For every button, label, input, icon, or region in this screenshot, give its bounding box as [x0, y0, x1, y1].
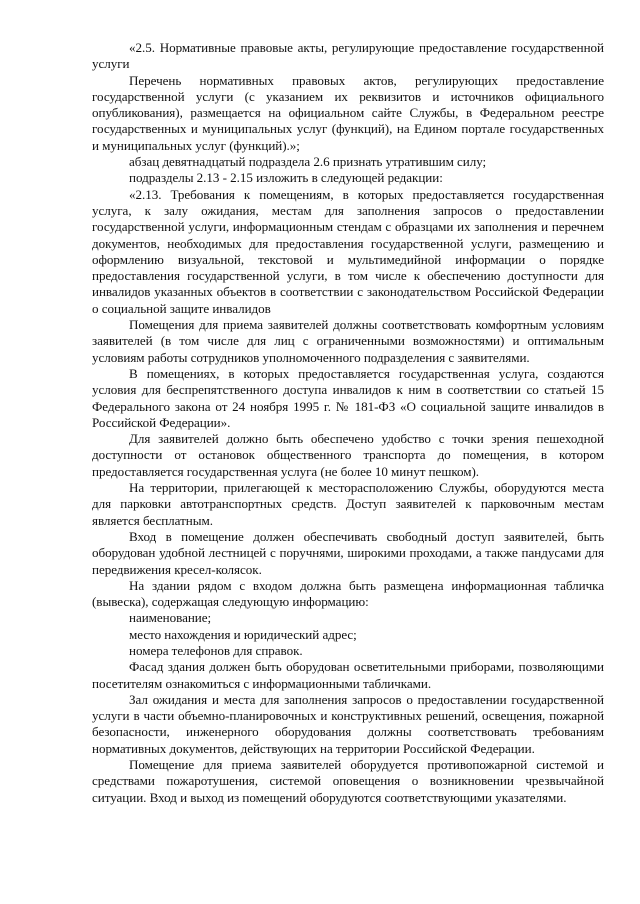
paragraph-fire-safety: Помещение для приема заявителей оборудуется противопожарной системой и средствами пожаротушения, системой оповещения о возникновении чрезвычайной ситуации. Вход и выход из помещений оборудуются соответствующими указателями.: [92, 757, 604, 805]
section-heading-2-5: «2.5. Нормативные правовые акты, регулирующие предоставление государственной услуги: [92, 40, 604, 72]
paragraph-pedestrian: Для заявителей должно быть обеспечено удобство с точки зрения пешеходной доступности от остановок общественного транспорта до помещения, в котором предоставляется государственная услуга (не более 10 минут пешком).: [92, 431, 604, 479]
paragraph-entrance: Вход в помещение должен обеспечивать свободный доступ заявителей, быть оборудован удобной лестницей с поручнями, широкими проходами, а также пандусами для передвижения кресел-колясок.: [92, 528, 604, 577]
paragraph-signboard: На здании рядом с входом должна быть размещена информационная табличка (вывеска), содержащая следующую информацию:: [92, 577, 604, 610]
paragraph-premises: Помещения для приема заявителей должны соответствовать комфортным условиям заявителей (в том числе для лиц с ограниченными возможностями) и оптимальным условиям работы сотрудников уполномоченного подразделения с заявителями.: [92, 317, 604, 365]
section-heading-2-13: «2.13. Требования к помещениям, в которых предоставляется государственная услуга, к залу ожидания, местам для заполнения запросов о предоставлении государственной услуги, информационным стендам с образцами их заполнения и перечнем документов, необходимых для предоставления государственной услуги, размещению и оформлению визуальной, текстовой и мультимедийной информации о порядке предоставления государственной услуги, в том числе к обеспечению доступности для инвалидов указанных объектов в соответствии с законодательством Российской Федерации о социальной защите инвалидов: [92, 186, 604, 316]
paragraph-facade: Фасад здания должен быть оборудован осветительными приборами, позволяющими посетителям ознакомиться с информационными табличками.: [92, 659, 604, 691]
list-item-phones: номера телефонов для справок.: [129, 642, 303, 658]
paragraph-legal-acts: Перечень нормативных правовых актов, регулирующих предоставление государственной услуги (с указанием их реквизитов и источников официального опубликования), размещается на официальном сайте Службы, в Федеральном реестре государственных и муниципальных услуг (функций), на Едином портале государственных и муниципальных услуг (функций).»;: [92, 72, 604, 153]
paragraph-waiting-hall: Зал ожидания и места для заполнения запросов о предоставлении государственной услуги в части объемно-планировочных и конструктивных решений, освещения, пожарной безопасности, инженерного оборудования должны соответствовать требованиям нормативных документов, действующих на территории Российской Федерации.: [92, 691, 604, 756]
list-item-name: наименование;: [129, 610, 212, 626]
paragraph-subsections: подразделы 2.13 - 2.15 изложить в следующей редакции:: [129, 170, 443, 186]
paragraph-parking: На территории, прилегающей к месторасположению Службы, оборудуются места для парковки автотранспортных средств. Доступ заявителей к парковочным местам является бесплатным.: [92, 480, 604, 528]
paragraph-abzac-2-6: абзац девятнадцатый подраздела 2.6 признать утратившим силу;: [129, 154, 487, 170]
document-page: [92, 40, 604, 806]
list-item-address: место нахождения и юридический адрес;: [129, 626, 357, 642]
paragraph-disabled-access: В помещениях, в которых предоставляется государственная услуга, создаются условия для беспрепятственного доступа инвалидов к ним в соответствии со статьей 15 Федерального закона от 24 ноября 1995 г. № 181-ФЗ «О социальной защите инвалидов в Российской Федерации».: [92, 365, 604, 430]
